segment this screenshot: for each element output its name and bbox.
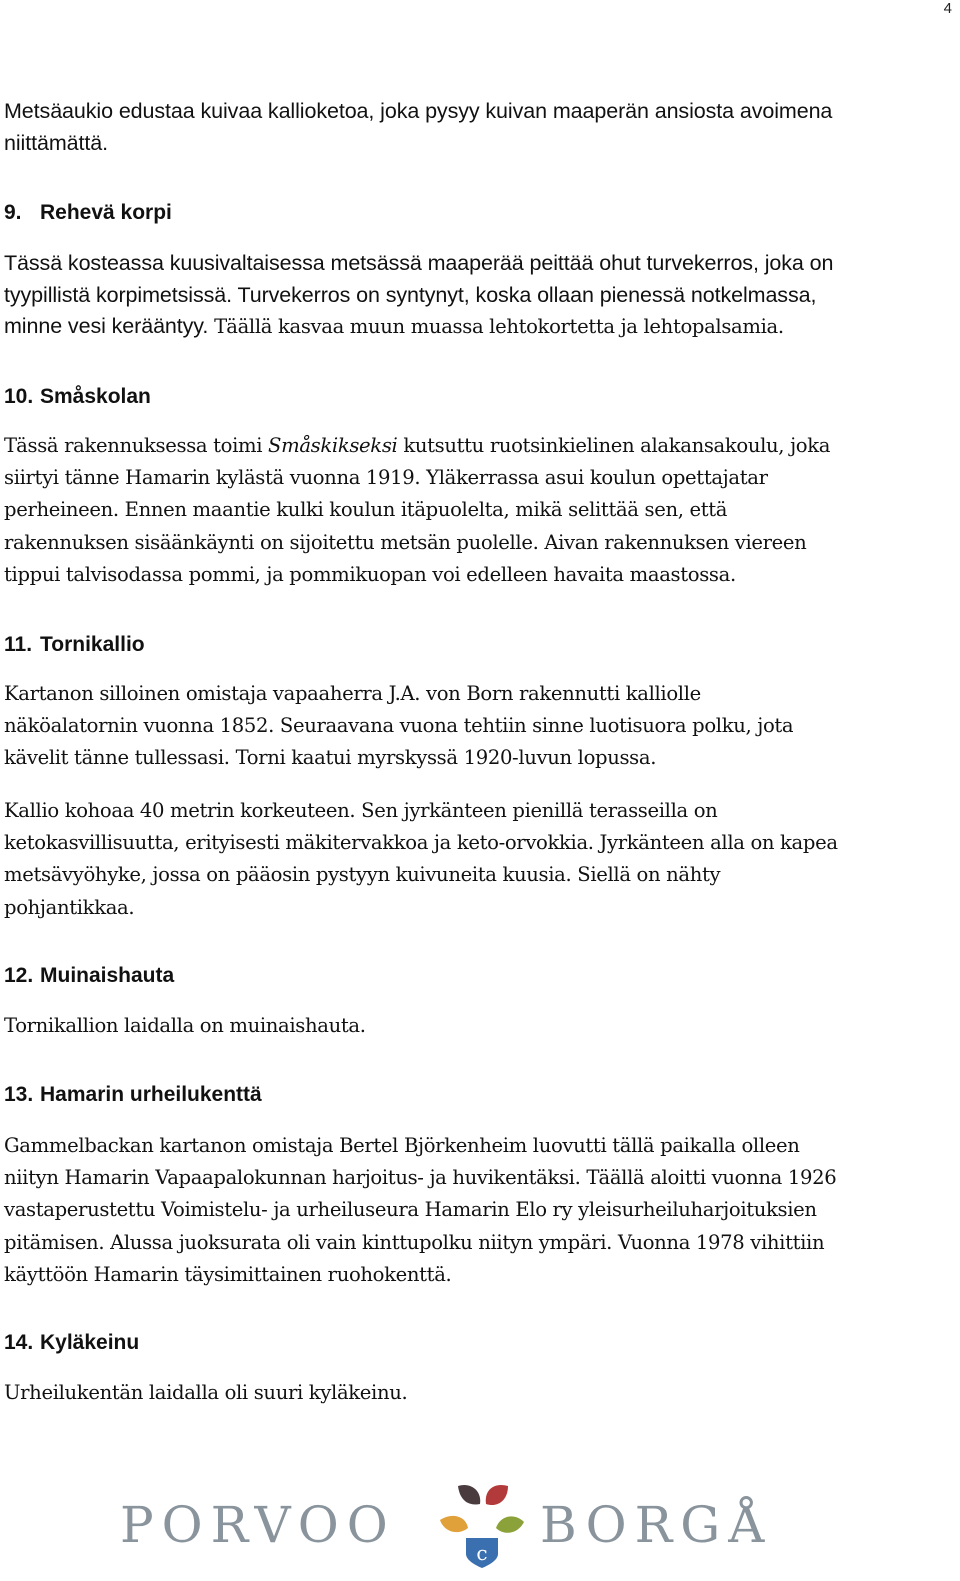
text-span: minne vesi kerääntyy.: [4, 314, 215, 338]
section-title: Muinaishauta: [40, 964, 175, 987]
section-11-paragraph-1: [4, 678, 954, 775]
text-line: käyttöön Hamarin täysimittainen ruohokenttä.: [4, 1262, 452, 1286]
section-14-paragraph: [4, 1377, 954, 1409]
text-line: kävelit tänne tullessasi. Torni kaatui myrskyssä 1920-luvun lopussa.: [4, 746, 657, 770]
text-line: rakennuksen sisäänkäynti on sijoitettu metsän puolelle. Aivan rakennuksen viereen: [4, 530, 807, 554]
section-number: 9.: [4, 201, 22, 224]
text-line: Kartanon silloinen omistaja vapaaherra J.A. von Born rakennutti kalliolle: [4, 682, 701, 705]
intro-paragraph: [4, 96, 954, 159]
text-span: Tässä rakennuksessa toimi: [4, 434, 269, 457]
section-number: 12.: [4, 964, 34, 987]
section-heading-13: [4, 1082, 262, 1108]
section-heading-14: [4, 1330, 139, 1356]
text-line: ketokasvillisuutta, erityisesti mäkitervakkoa ja keto-orvokkia. Jyrkänteen alla on kapea: [4, 831, 838, 855]
porvoo-borga-logo: [120, 1478, 800, 1568]
section-heading-9: [4, 200, 172, 226]
section-9-paragraph: [4, 248, 954, 343]
text-line: [4, 311, 954, 343]
logo-word-left: PORVOO: [120, 1496, 396, 1554]
italic-term: Småskikseksi: [268, 434, 398, 457]
section-number: 13.: [4, 1083, 34, 1106]
text-line: siirtyi tänne Hamarin kylästä vuonna 1919. Yläkerrassa asui koulun opettajatar: [4, 466, 768, 490]
section-heading-12: [4, 963, 174, 989]
text-line: Gammelbackan kartanon omistaja Bertel Björkenheim luovutti tällä paikalla olleen: [4, 1134, 800, 1157]
text-line: Kallio kohoaa 40 metrin korkeuteen. Sen jyrkänteen pienillä terasseilla on: [4, 799, 718, 822]
text-line: vastaperustettu Voimistelu- ja urheiluseura Hamarin Elo ry yleisurheiluharjoituksien: [4, 1198, 817, 1222]
text-line: perheineen. Ennen maantie kulki koulun itäpuolelta, mikä selittää sen, että: [4, 498, 728, 522]
logo-word-right: BORGÅ: [540, 1496, 773, 1554]
text-line: Tässä kosteassa kuusivaltaisessa metsässä maaperää peittää ohut turvekerros, joka on: [4, 251, 834, 275]
text-line: metsävyöhyke, jossa on pääosin pystyyn kuivuneita kuusia. Siellä on nähty: [4, 863, 721, 887]
text-line: tyypillistä korpimetsissä. Turvekerros on syntynyt, koska ollaan pienessä notkelmassa,: [4, 282, 817, 307]
section-number: 14.: [4, 1331, 34, 1354]
text-line: pohjantikkaa.: [4, 895, 135, 919]
emblem-letter: c: [476, 1541, 488, 1565]
section-11-paragraph-2: [4, 795, 954, 924]
section-heading-10: [4, 384, 151, 410]
text-line: tippui talvisodassa pommi, ja pommikuopan voi edelleen havaita maastossa.: [4, 562, 736, 586]
text-line: näköalatornin vuonna 1852. Seuraavana vuona tehtiin sinne luotisuora polku, jota: [4, 714, 794, 738]
text-line: niityn Hamarin Vapaapalokunnan harjoitus- ja huvikentäksi. Täällä aloitti vuonna 1926: [4, 1166, 837, 1190]
section-10-paragraph: [4, 430, 954, 591]
text-span: kutsuttu ruotsinkielinen alakansakoulu, joka: [397, 434, 831, 457]
section-title: Tornikallio: [40, 633, 145, 656]
section-title: Småskolan: [40, 385, 151, 408]
text-line: niittämättä.: [4, 130, 108, 155]
section-title: Kyläkeinu: [40, 1331, 140, 1354]
text-line: Metsäaukio edustaa kuivaa kallioketoa, joka pysyy kuivan maaperän ansiosta avoimena: [4, 99, 833, 123]
text-line: [4, 430, 954, 462]
text-line: Tornikallion laidalla on muinaishauta.: [4, 1014, 366, 1037]
section-title: Hamarin urheilukenttä: [40, 1083, 262, 1106]
page-number: 4: [943, 0, 952, 17]
section-title: Rehevä korpi: [40, 201, 172, 224]
text-line: pitämisen. Alussa juoksurata oli vain kinttupolku niityn ympäri. Vuonna 1978 vihittiin: [4, 1230, 825, 1254]
logo-emblem-icon: [440, 1485, 524, 1568]
section-heading-11: [4, 632, 145, 658]
section-13-paragraph: [4, 1130, 954, 1291]
section-12-paragraph: [4, 1010, 954, 1042]
text-line: Urheilukentän laidalla oli suuri kyläkeinu.: [4, 1381, 408, 1404]
section-number: 11.: [4, 633, 33, 656]
section-number: 10.: [4, 385, 34, 408]
text-span-serif: Täällä kasvaa muun muassa lehtokortetta ja lehtopalsamia.: [214, 315, 784, 338]
